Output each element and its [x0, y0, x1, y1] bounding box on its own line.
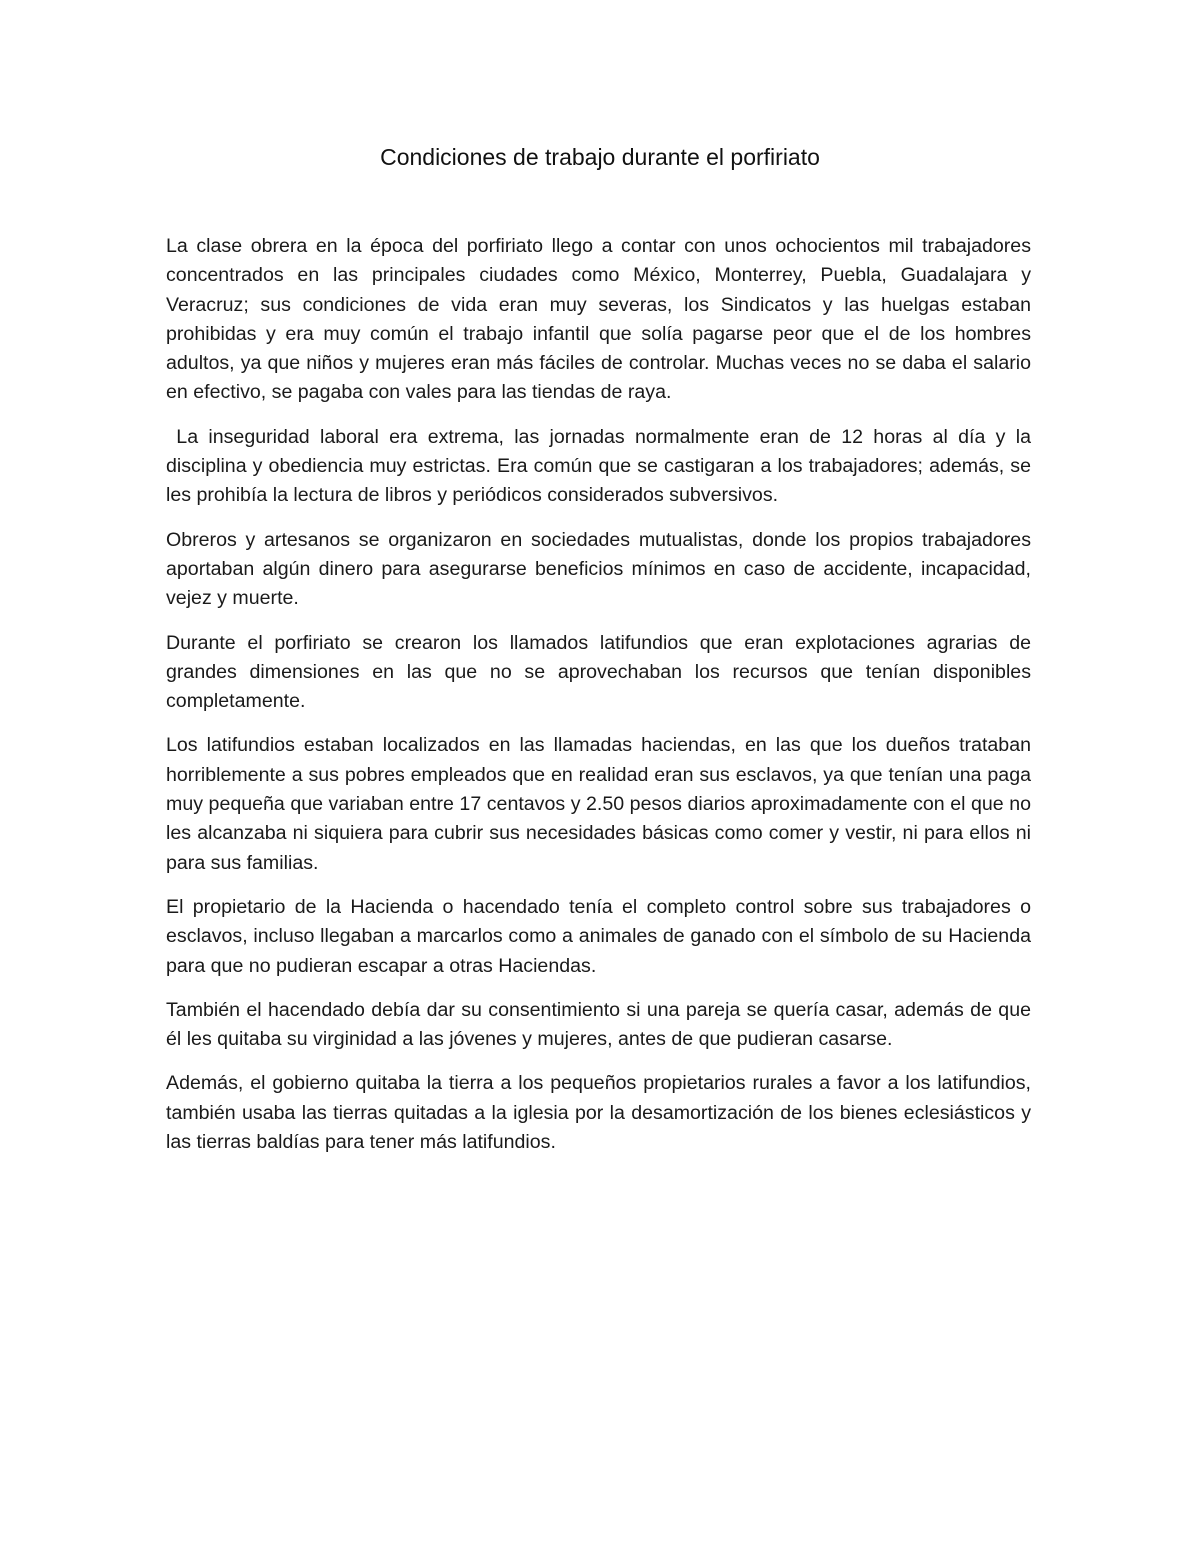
paragraph-3: Obreros y artesanos se organizaron en sociedades mutualistas, donde los propios trabajadores aportaban algún dinero para asegurarse beneficios mínimos en caso de accidente, incapacidad, vejez y muerte. [166, 528, 1031, 610]
paragraph-4: Durante el porfiriato se crearon los llamados latifundios que eran explotaciones agrarias de grandes dimensiones en las que no se aprovechaban los recursos que tenían disponibles completamente. [166, 631, 1031, 713]
document-title: Condiciones de trabajo durante el porfiriato [380, 144, 820, 170]
paragraph-1: La clase obrera en la época del porfiriato llego a contar con unos ochocientos mil trabajadores concentrados en las principales ciudades como México, Monterrey, Puebla, Guadalajara y Veracruz; sus condiciones de vida eran muy severas, los Sindicatos y las huelgas estaban prohibidas y era muy común el trabajo infantil que solía pagarse peor que el de los hombres adultos, ya que niños y mujeres eran más fáciles de controlar. Muchas veces no se daba el salario en efectivo, se pagaba con vales para las tiendas de raya. [166, 235, 1031, 404]
paragraph-8: Además, el gobierno quitaba la tierra a los pequeños propietarios rurales a favor a los latifundios, también usaba las tierras quitadas a la iglesia por la desamortización de los bienes eclesiásticos y las tierras baldías para tener más latifundios. [166, 1072, 1031, 1154]
paragraph-7: También el hacendado debía dar su consentimiento si una pareja se quería casar, además de que él les quitaba su virginidad a las jóvenes y mujeres, antes de que pudieran casarse. [166, 998, 1031, 1051]
paragraph-2: La inseguridad laboral era extrema, las jornadas normalmente eran de 12 horas al día y la disciplina y obediencia muy estrictas. Era común que se castigaran a los trabajadores; además, se les prohibía la lectura de libros y periódicos considerados subversivos. [166, 425, 1037, 507]
paragraph-5: Los latifundios estaban localizados en las llamadas haciendas, en las que los dueños trataban horriblemente a sus pobres empleados que en realidad eran sus esclavos, ya que tenían una paga muy pequeña que variaban entre 17 centavos y 2.50 pesos diarios aproximadamente con el que no les alcanzaba ni siquiera para cubrir sus necesidades básicas como comer y vestir, ni para ellos ni para sus familias. [166, 734, 1031, 874]
document-body [166, 232, 1037, 1172]
paragraph-6: El propietario de la Hacienda o hacendado tenía el completo control sobre sus trabajadores o esclavos, incluso llegaban a marcarlos como a animales de ganado con el símbolo de su Hacienda para que no pudieran escapar a otras Haciendas. [166, 895, 1031, 977]
